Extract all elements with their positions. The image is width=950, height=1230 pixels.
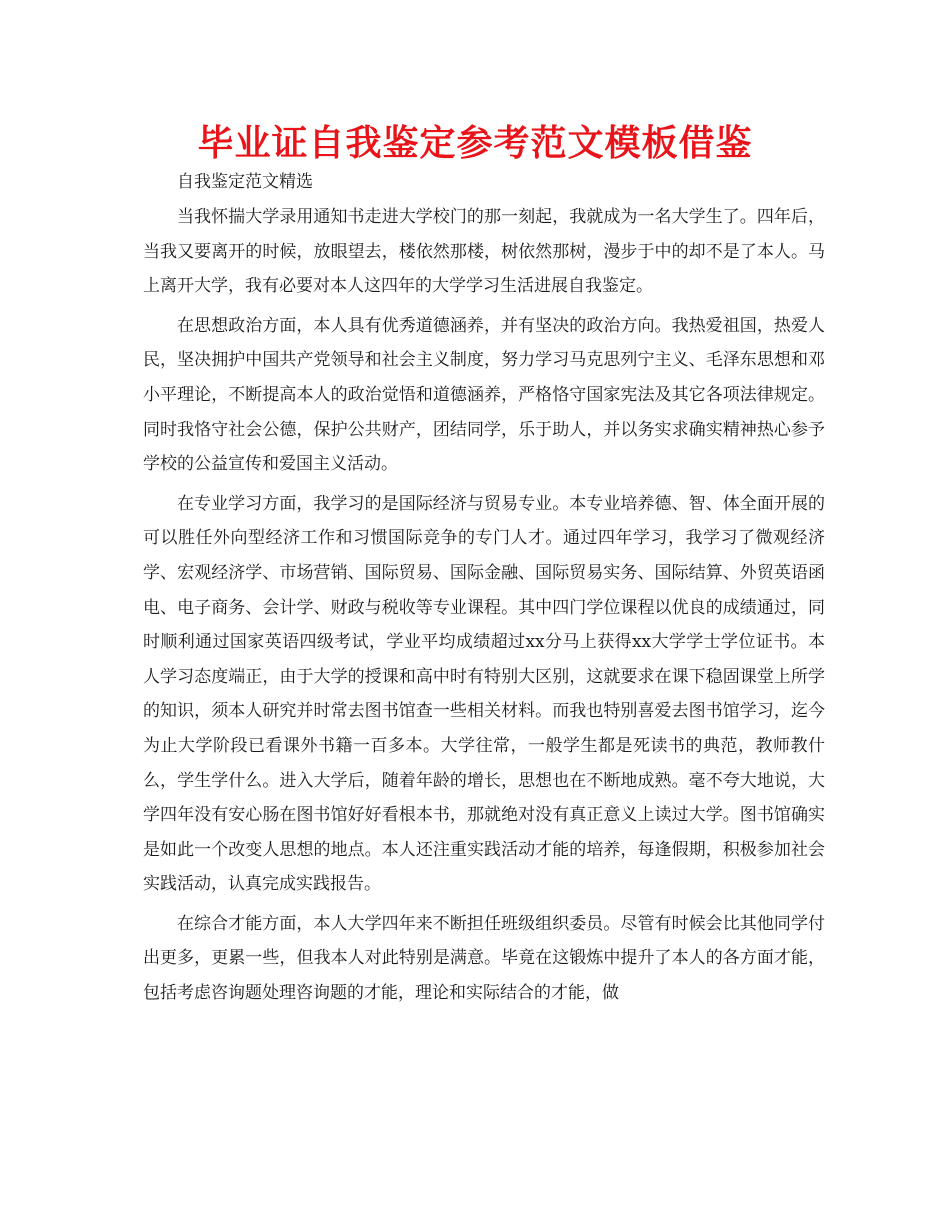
paragraph-study: 在专业学习方面，我学习的是国际经济与贸易专业。本专业培养德、智、体全面开展的可以胜任外向型经济工作和习惯国际竞争的专门人才。通过四年学习，我学习了微观经济学、宏观经济学、市场营销、国际贸易、国际金融、国际贸易实务、国际结算、外贸英语函电、电子商务、会计学、财政与税收等专业课程。其中四门学位课程以优良的成绩通过，同时顺利通过国家英语四级考试，学业平均成绩超过xx分马上获得xx大学学士学位证书。本人学习态度端正，由于大学的授课和高中时有特别大区别，这就要求在课下稳固课堂上所学的知识，须本人研究并时常去图书馆查一些相关材料。而我也特别喜爱去图书馆学习，迄今为止大学阶段已看课外书籍一百多本。大学往常，一般学生都是死读书的典范，教师教什么，学生学什么。进入大学后，随着年龄的增长，思想也在不断地成熟。毫不夸大地说，大学四年没有安心肠在图书馆好好看根本书，那就绝对没有真正意义上读过大学。图书馆确实是如此一个改变人思想的地点。本人还注重实践活动才能的培养，每逢假期，积极参加社会实践活动，认真完成实践报告。 (143, 493, 825, 895)
page-subtitle: 自我鉴定范文精选 (177, 172, 313, 192)
page-title: 毕业证自我鉴定参考范文模板借鉴 (197, 123, 753, 164)
paragraph-abilities: 在综合才能方面，本人大学四年来不断担任班级组织委员。尽管有时候会比其他同学付出更多，更累一些，但我本人对此特别是满意。毕竟在这锻炼中提升了本人的各方面才能，包括考虑咨询题处理咨询题的才能，理论和实际结合的才能，做 (143, 913, 825, 1004)
paragraph-politics: 在思想政治方面，本人具有优秀道德涵养，并有坚决的政治方向。我热爱祖国，热爱人民，坚决拥护中国共产党领导和社会主义制度，努力学习马克思列宁主义、毛泽东思想和邓小平理论，不断提高本人的政治觉悟和道德涵养，严格恪守国家宪法及其它各项法律规定。同时我恪守社会公德，保护公共财产，团结同学，乐于助人，并以务实求确实精神热心参予学校的公益宣传和爱国主义活动。 (143, 315, 825, 475)
paragraph-intro: 当我怀揣大学录用通知书走进大学校门的那一刻起，我就成为一名大学生了。四年后，当我又要离开的时候，放眼望去，楼依然那楼，树依然那树，漫步于中的却不是了本人。马上离开大学，我有必要对本人这四年的大学学习生活进展自我鉴定。 (143, 207, 825, 297)
document-body (143, 200, 825, 1016)
